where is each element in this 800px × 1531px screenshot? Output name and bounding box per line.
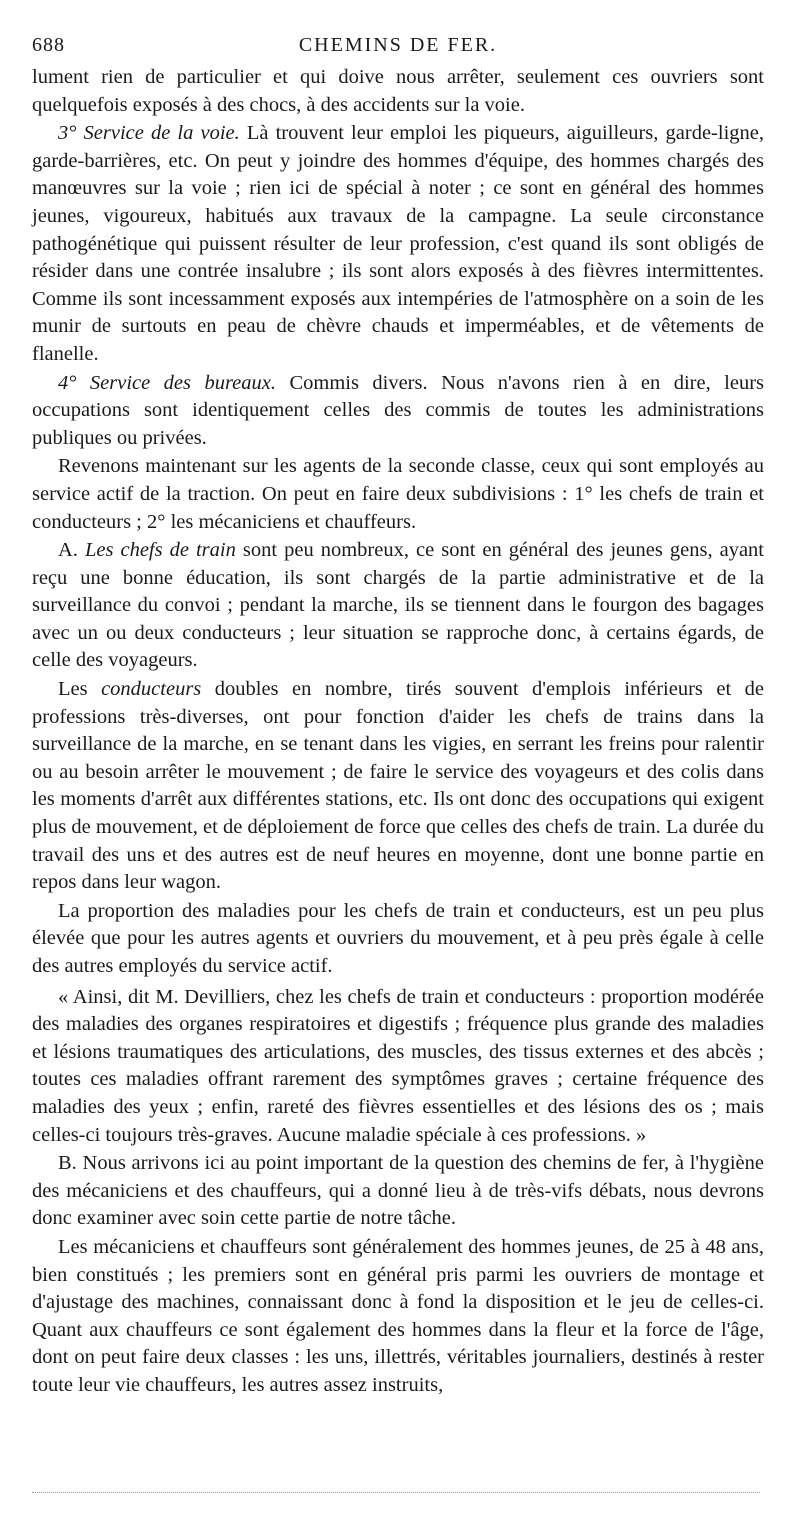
running-title: CHEMINS DE FER. xyxy=(298,34,498,56)
paragraph-text: B. Nous arrivons ici au point important de la question des chemins de fer, à l'hygiène des mécaniciens et des chauffeurs, qui a donné lieu à de très-vifs débats, nous devrons donc examiner avec soin cette partie de notre tâche. xyxy=(32,1152,764,1230)
body-text xyxy=(32,64,764,1400)
paragraph-text: Commis divers. Nous n'avons rien à en dire, leurs occupations sont identiquement celles des commis de toutes les administrations publiques ou privées. xyxy=(32,371,764,449)
paragraph-text: Là trouvent leur emploi les piqueurs, aiguilleurs, garde-ligne, garde-barrières, etc. On peut y joindre des hommes d'équipe, des hommes chargés des manœuvres sur la voie ; rien ici de spécial à noter ; ce sont en général des hommes jeunes, vigoureux, habitués aux travaux de la campagne. La seule circonstance pathogénétique qui puissent résulter de leur profession, c'est quand ils sont obligés de résider dans une contrée insalubre ; ils sont alors exposés à des fièvres intermittentes. Comme ils sont incessamment exposés aux intempéries de l'atmosphère on a soin de les munir de surtouts en peau de chèvre chauds et imperméables, et de vêtements de flanelle. xyxy=(32,122,764,365)
paragraph-text: La proportion des maladies pour les chefs de train et conducteurs, est un peu plus élevée que pour les autres agents et ouvriers du mouvement, et à peu près égale à celle des autres employés du service actif. xyxy=(32,899,764,977)
paragraph-seconde-classe xyxy=(32,453,764,536)
section-heading: 3° Service de la voie. xyxy=(58,122,240,145)
section-heading: 4° Service des bureaux. xyxy=(58,371,276,394)
paragraph-text: « Ainsi, dit M. Devilliers, chez les chefs de train et conducteurs : proportion modérée des maladies des organes respiratoires et digestifs ; fréquence plus grande des maladies et lésions traumatiques des articulations, des muscles, des tissus externes et des abcès ; toutes ces maladies offrant rarement des symptômes graves ; certaine fréquence des maladies des yeux ; enfin, rareté des fièvres essentielles et des lésions des os ; mais celles-ci toujours très-graves. Aucune maladie spéciale à ces professions. » xyxy=(32,985,764,1146)
paragraph-prefix: A. xyxy=(58,539,85,562)
paragraph-proportion xyxy=(32,898,764,981)
page-number: 688 xyxy=(32,34,65,56)
paragraph-service-bureaux xyxy=(32,370,764,453)
paragraph-text: doubles en nombre, tirés souvent d'emplois inférieurs et de professions très-diverses, ont pour fonction d'aider les chefs de trains dans la surveillance de la marche, en se tenant dans les vigies, en serrant les freins pour ralentir ou au besoin arrêter le mouvement ; de faire le service des voyageurs et des colis dans les moments d'arrêt aux différentes stations, etc. Ils ont donc des occupations qui exigent plus de mouvement, et de déploiement de force que celles des chefs de train. La durée du travail des uns et des autres est de neuf heures en moyenne, dont une bonne partie en repos dans leur wagon. xyxy=(32,678,764,894)
italic-term: conducteurs xyxy=(101,678,202,701)
paragraph-text: sont peu nombreux, ce sont en général des jeunes gens, ayant reçu une bonne éducation, ils sont chargés de la partie administrative et de la surveillance du convoi ; pendant la marche, ils se tiennent dans le fourgon des bagages avec un ou deux conducteurs ; leur situation se rapproche donc, à certains égards, de celle des voyageurs. xyxy=(32,539,764,672)
paragraph-text: Revenons maintenant sur les agents de la seconde classe, ceux qui sont employés au service actif de la traction. On peut en faire deux subdivisions : 1° les chefs de train et conducteurs ; 2° les mécaniciens et chauffeurs. xyxy=(32,455,764,533)
italic-term: Les chefs de train xyxy=(84,539,236,562)
paragraph-mecaniciens-chauffeurs xyxy=(32,1234,764,1400)
page-header xyxy=(32,30,764,60)
paragraph-quote-devilliers xyxy=(32,984,764,1150)
paragraph-prefix: Les xyxy=(58,678,102,701)
paragraph-text: lument rien de particulier et qui doive nous arrêter, seulement ces ouvriers sont quelquefois exposés à des chocs, à des accidents sur la voie. xyxy=(32,66,764,116)
paragraph-mecaniciens-intro xyxy=(32,1150,764,1233)
paragraph-continuation xyxy=(32,64,764,119)
paragraph-service-voie xyxy=(32,120,764,368)
footer-rule xyxy=(32,1492,760,1493)
paragraph-text: Les mécaniciens et chauffeurs sont généralement des hommes jeunes, de 25 à 48 ans, bien constitués ; les premiers sont en général pris parmi les ouvriers de montage et d'ajustage des machines, connaissant donc à fond la disposition et le jeu de celles-ci. Quant aux chauffeurs ce sont également des hommes dans la fleur et la force de l'âge, dont on peut faire deux classes : les uns, illettrés, véritables journaliers, destinés à rester toute leur vie chauffeurs, les autres assez instruits, xyxy=(32,1235,764,1396)
paragraph-chefs-de-train xyxy=(32,537,764,675)
paragraph-conducteurs xyxy=(32,676,764,897)
